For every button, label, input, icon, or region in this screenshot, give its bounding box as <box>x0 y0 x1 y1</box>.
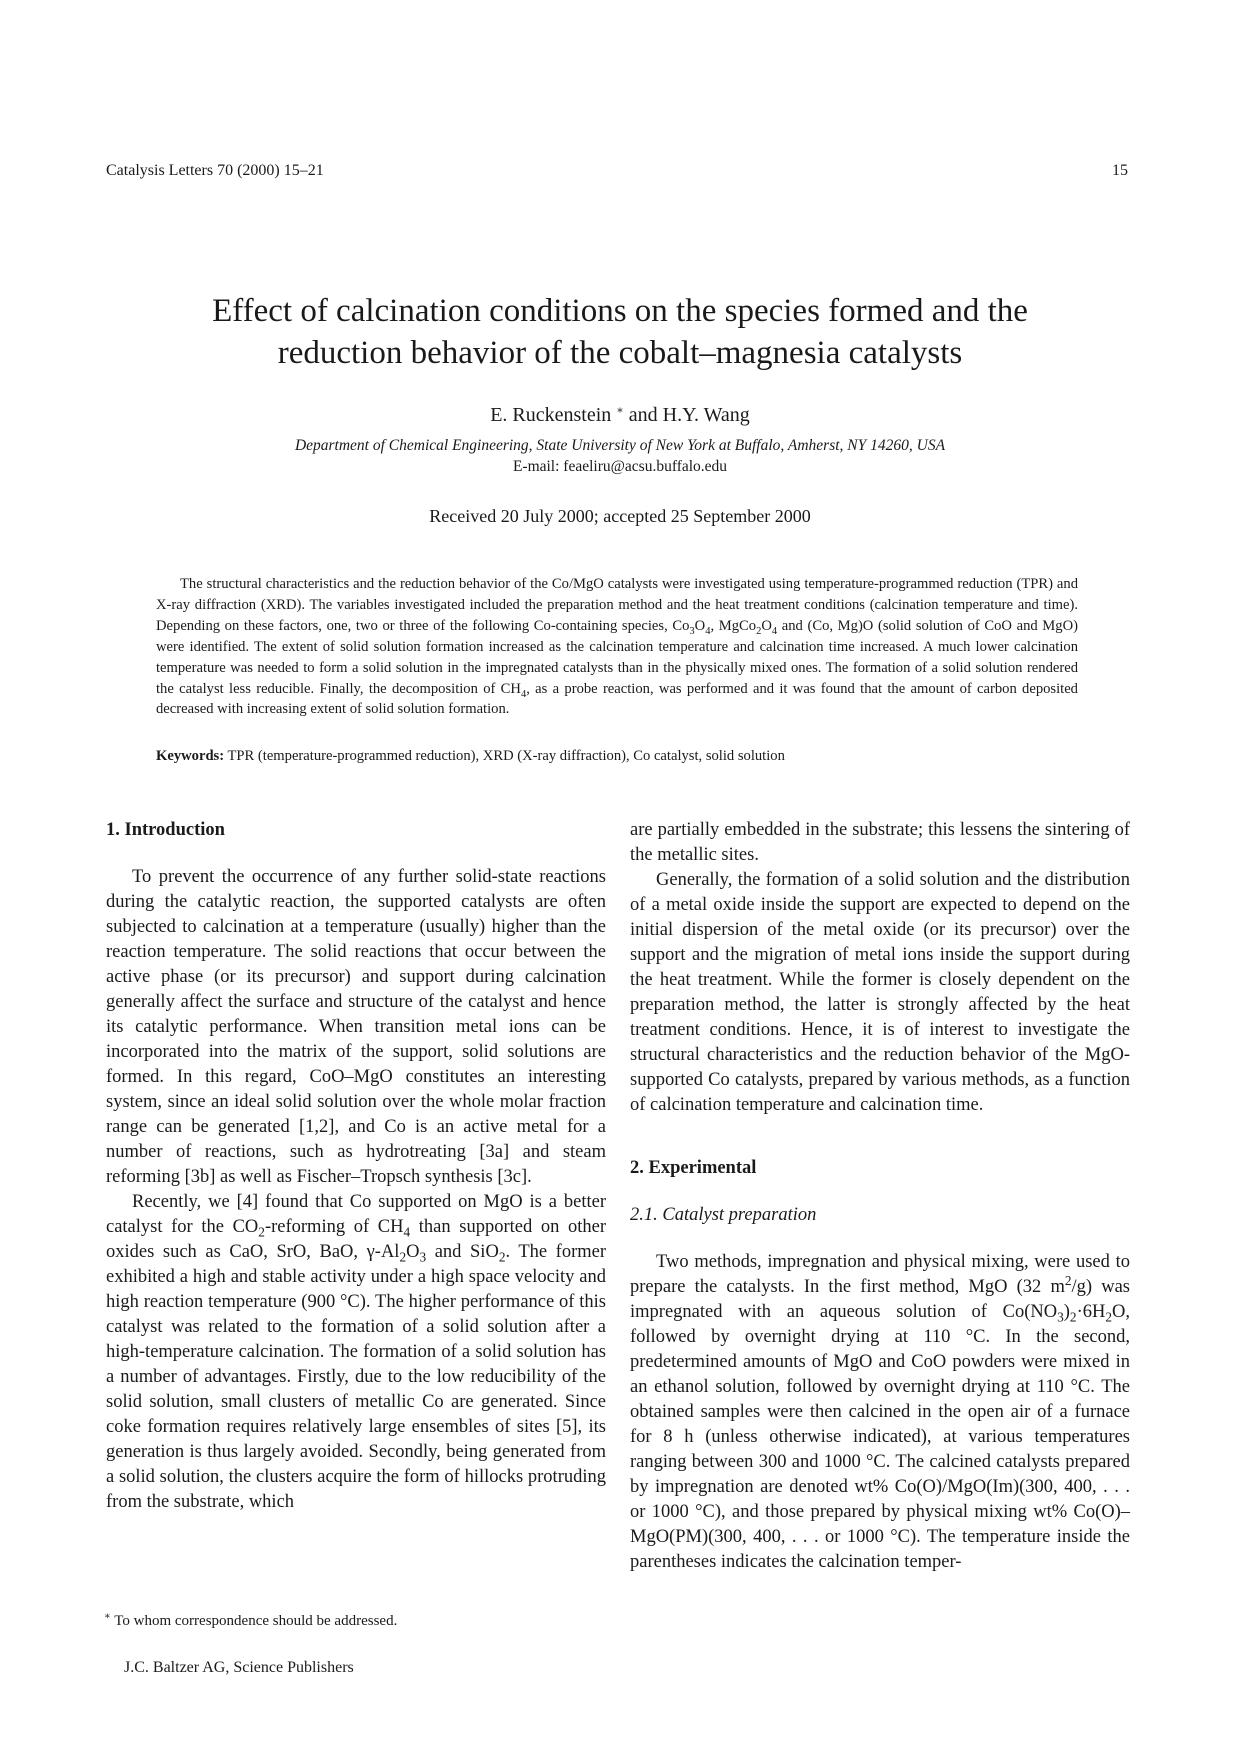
publisher-line: J.C. Baltzer AG, Science Publishers <box>124 1659 354 1676</box>
author-list <box>0 404 1240 427</box>
left-column <box>106 818 606 1515</box>
page-number: 15 <box>1112 162 1128 179</box>
footnote-mark: ∗ <box>104 1611 111 1622</box>
keywords-label: Keywords: <box>156 748 225 764</box>
right-column <box>630 818 1130 1575</box>
intro-paragraph-1: To prevent the occurrence of any further solid-state reactions during the catalytic reaction, the supported catalysts are often subjected to calcination at a temperature (usually) higher than the reaction temperature. The solid reactions that occur between the active phase (or its precursor) and support during calcination generally affect the surface and structure of the catalyst and hence its catalytic performance. When transition metal ions can be incorporated into the matrix of the support, solid solutions are formed. In this regard, CoO–MgO constitutes an interesting system, since an ideal solid solution over the whole molar fraction range can be generated [1,2], and Co is an active metal for a number of reactions, such as hydrotreating [3a] and steam reforming [3b] as well as Fischer–Tropsch synthesis [3c]. <box>106 867 606 1187</box>
paper-title <box>0 290 1240 374</box>
title-line-1: Effect of calcination conditions on the species formed and the <box>212 293 1028 329</box>
footnote <box>104 1613 397 1630</box>
keywords <box>156 748 1078 765</box>
author-connector: and <box>623 404 663 426</box>
running-header-journal: Catalysis Letters 70 (2000) 15–21 <box>106 162 324 179</box>
title-line-2: reduction behavior of the cobalt–magnesia catalysts <box>277 335 963 371</box>
abstract: The structural characteristics and the reduction behavior of the Co/MgO catalysts were investigated using temperature-programmed reduction (TPR) and X-ray diffraction (XRD). The variables investigated included the preparation method and the heat treatment conditions (calcination temperature and time). Depending on these factors, one, two or three of the following Co-containing species, $Co_3O_4$, $MgCo_2O_4$ and (Co, Mg)O (solid solution of CoO and MgO) were identified. The extent of solid solution formation increased as the calcination temperature and calcination time increased. A much lower calcination temperature was needed to form a solid solution in the impregnated catalysts than in the physically mixed ones. The formation of a solid solution rendered the catalyst less reducible. Finally, the decomposition of $CH_4$, as a probe reaction, was performed and it was found that the amount of carbon deposited decreased with increasing extent of solid solution formation. <box>156 576 1078 718</box>
author-1: E. Ruckenstein <box>490 404 612 426</box>
section-heading-experimental: 2. Experimental <box>630 1158 757 1178</box>
subsection-heading-catalyst-preparation: 2.1. Catalyst preparation <box>630 1205 817 1225</box>
section-heading-introduction: 1. Introduction <box>106 820 225 840</box>
intro-paragraph-continued: are partially embedded in the substrate; this lessens the sintering of the metallic sites. <box>630 820 1130 865</box>
corresponding-mark: ∗ <box>616 404 624 417</box>
intro-paragraph-2: Recently, we [4] found that Co supported on MgO is a better catalyst for the $CO_2$-reforming of $CH_4$ than supported on other oxides such as CaO, SrO, BaO, $\gamma-Al_2O_3$ and SiO$_2$. The former exhibited a high and stable activity under a high space velocity and high reaction temperature (900 °C). The higher performance of this catalyst was related to the formation of a solid solution after a high-temperature calcination. The formation of a solid solution has a number of advantages. Firstly, due to the low reducibility of the solid solution, small clusters of metallic Co are generated. Since coke formation requires relatively large ensembles of sites [5], its generation is thus largely avoided. Secondly, being generated from a solid solution, the clusters acquire the form of hillocks protruding from the substrate, which <box>106 1192 607 1512</box>
author-email: E-mail: feaeliru@acsu.buffalo.edu <box>512 458 728 475</box>
footnote-text: To whom correspondence should be addressed. <box>110 1613 398 1629</box>
keywords-text: TPR (temperature-programmed reduction), XRD (X-ray diffraction), Co catalyst, solid solution <box>224 748 785 764</box>
author-2: H.Y. Wang <box>662 404 750 426</box>
intro-paragraph-3: Generally, the formation of a solid solution and the distribution of a metal oxide inside the support are expected to depend on the initial dispersion of the metal oxide (or its precursor) over the support and the migration of metal ions inside the support during the heat treatment. While the former is closely dependent on the preparation method, the latter is strongly affected by the heat treatment conditions. Hence, it is of interest to investigate the structural characteristics and the reduction behavior of the MgO-supported Co catalysts, prepared by various methods, as a function of calcination temperature and calcination time. <box>630 870 1130 1115</box>
experimental-paragraph-1: Two methods, impregnation and physical mixing, were used to prepare the catalysts. In the first method, MgO (32 $m^2/g$) was impregnated with an aqueous solution of $Co(NO_3)_2\cdot 6H_2O$, followed by overnight drying at 110 °C. In the second, predetermined amounts of MgO and CoO powders were mixed in an ethanol solution, followed by overnight drying at 110 °C. The obtained samples were then calcined in the open air of a furnace for 8 h (unless otherwise indicated), at various temperatures ranging between 300 and 1000 °C. The calcined catalysts prepared by impregnation are denoted wt% Co(O)/MgO(Im)(300, 400, . . . or 1000 °C), and those prepared by physical mixing wt% Co(O)–MgO(PM)(300, 400, . . . or 1000 °C). The temperature inside the parentheses indicates the calcination temper- <box>630 1252 1130 1572</box>
received-dates: Received 20 July 2000; accepted 25 September 2000 <box>429 506 811 526</box>
affiliation: Department of Chemical Engineering, State University of New York at Buffalo, Amherst, NY 14260, USA <box>294 437 946 454</box>
